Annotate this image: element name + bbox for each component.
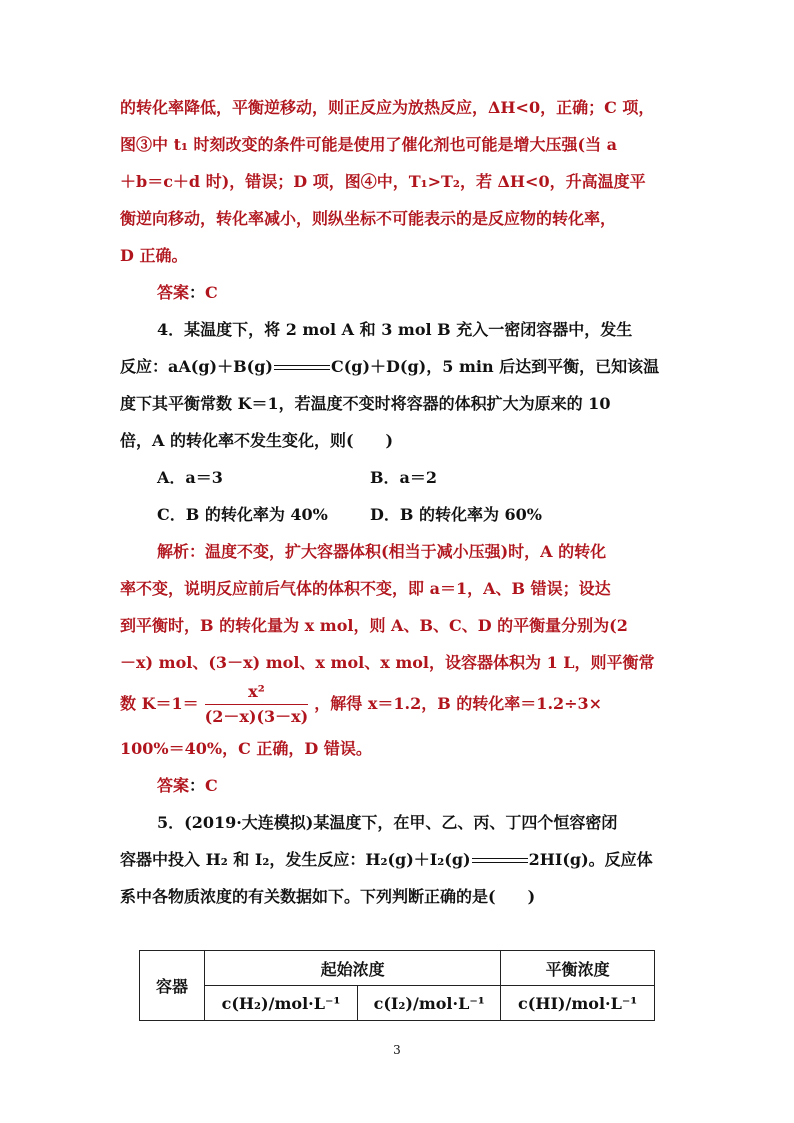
table-header-equilibrium: 平衡浓度	[501, 951, 655, 986]
option-c: C．B 的转化率为 40%	[157, 505, 328, 524]
question-5-text: 5．(2019·大连模拟)某温度下，在甲、乙、丙、丁四个恒容密闭	[157, 813, 618, 832]
fraction-denominator: (2－x)(3－x)	[204, 707, 309, 726]
page-number: 3	[393, 1043, 401, 1057]
table-header-i2: c(I₂)/mol·L⁻¹	[358, 986, 501, 1021]
analysis-text-line: 图③中 t₁ 时刻改变的条件可能是使用了催化剂也可能是增大压强(当 a	[120, 135, 618, 154]
question-5-text: 系中各物质浓度的有关数据如下。下列判断正确的是( )	[120, 887, 536, 906]
analysis-text-line: 到平衡时，B 的转化量为 x mol，则 A、B、C、D 的平衡量分别为(2	[120, 616, 628, 635]
table-header-container: 容器	[140, 951, 205, 1021]
option-a: A．a＝3	[157, 468, 223, 487]
question-5-text: 容器中投入 H₂ 和 I₂，发生反应：H₂(g)＋I₂(g) 2HI(g)。反应体	[120, 850, 653, 869]
question-4-text: 倍，A 的转化率不发生变化，则( )	[120, 431, 394, 450]
analysis-text-line: 衡逆向移动，转化率减小，则纵坐标不可能表示的是反应物的转化率，	[120, 209, 617, 228]
fraction	[205, 682, 309, 727]
analysis-text-line: 解析：温度不变，扩大容器体积(相当于减小压强)时，A 的转化	[157, 542, 607, 561]
analysis-formula-line: 数 K＝1＝ $\frac{\text{x²}}{(2-x)(3-x)}$ ，解得 x＝1.2，B 的转化率＝1.2÷3×	[120, 682, 603, 726]
answer-label: 答案	[157, 283, 190, 302]
question-4-text: 4．某温度下，将 2 mol A 和 3 mol B 充入一密闭容器中，发生	[157, 320, 633, 339]
equilibrium-arrow-icon	[472, 856, 528, 866]
analysis-text-line: －x) mol、(3－x) mol、x mol、x mol，设容器体积为 1 L，则平衡常	[120, 653, 655, 672]
analysis-text-line: ＋b＝c＋d 时)，错误；D 项，图④中，T₁>T₂，若 ΔH<0，升高温度平	[120, 172, 646, 191]
question-4-text: 度下其平衡常数 K＝1，若温度不变时将容器的体积扩大为原来的 10	[120, 394, 611, 413]
answer-line: 答案：C	[157, 283, 218, 302]
analysis-text-line: D 正确。	[120, 246, 188, 265]
analysis-text-line: 的转化率降低，平衡逆移动，则正反应为放热反应，ΔH<0，正确；C 项，	[120, 98, 655, 117]
analysis-text-line: 100%＝40%，C 正确，D 错误。	[120, 739, 372, 758]
fraction-numerator: x²	[205, 682, 309, 705]
question-4-text: 反应：aA(g)＋B(g) C(g)＋D(g)，5 min 后达到平衡，已知该温	[120, 357, 660, 376]
analysis-text-line: 率不变，说明反应前后气体的体积不变，即 a＝1，A、B 错误；设达	[120, 579, 611, 598]
option-d: D．B 的转化率为 60%	[370, 505, 543, 524]
option-b: B．a＝2	[370, 468, 438, 487]
equilibrium-arrow-icon	[274, 363, 330, 373]
table-header-hi: c(HI)/mol·L⁻¹	[501, 986, 655, 1021]
table-header-h2: c(H₂)/mol·L⁻¹	[205, 986, 358, 1021]
answer-value: C	[205, 776, 218, 795]
concentration-table	[139, 950, 655, 1021]
analysis-label: 解析	[157, 542, 190, 561]
answer-label: 答案	[157, 776, 190, 795]
table-header-initial: 起始浓度	[205, 951, 501, 986]
answer-line: 答案：C	[157, 776, 218, 795]
answer-value: C	[205, 283, 218, 302]
